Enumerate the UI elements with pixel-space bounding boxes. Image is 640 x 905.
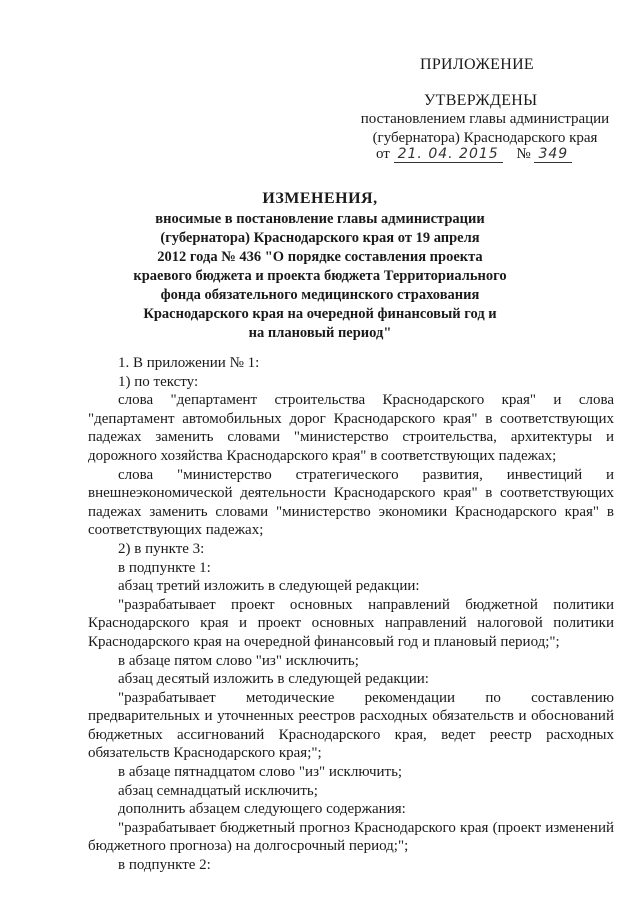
paragraph: дополнить абзацем следующего содержания: — [118, 801, 406, 818]
document-body — [88, 354, 614, 875]
paragraph: слова "департамент строительства Краснодарского края" и слова "департамент автомобильных дорог Краснодарского края" в соответствующих падежах заменить словами "министерство строительства, архитектуры и дорожного хозяйства Краснодарского края" в соответствующих падежах; — [88, 392, 614, 464]
paragraph: абзац семнадцатый исключить; — [118, 782, 318, 799]
paragraph: абзац десятый изложить в следующей редакции: — [118, 671, 429, 688]
document-subtitle — [110, 210, 530, 343]
subtitle-line: на плановый период" — [248, 325, 392, 341]
appendix-label: ПРИЛОЖЕНИЕ — [420, 56, 535, 73]
subtitle-line: 2012 года № 436 "О порядке составления проекта — [157, 249, 483, 265]
paragraph: "разрабатывает методические рекомендации по составлению предварительных и уточненных реестров расходных обязательств и обоснований бюджетных ассигнований Краснодарского края, ведет реестр расходных обязательств Краснодарского края;"; — [88, 689, 614, 762]
approved-by-line: постановлением главы администрации — [360, 111, 610, 127]
paragraph: 1) по тексту: — [118, 373, 199, 390]
paragraph: абзац третий изложить в следующей редакции: — [118, 578, 420, 595]
approved-label: УТВЕРЖДЕНЫ — [424, 92, 538, 109]
subtitle-line: краевого бюджета и проекта бюджета Территориального — [133, 268, 507, 284]
subtitle-line: Краснодарского края на очередной финансовый год и — [143, 306, 497, 322]
paragraph: в абзаце пятнадцатом слово "из" исключить; — [118, 764, 403, 781]
subtitle-line: вносимые в постановление главы администрации — [155, 211, 485, 227]
handwritten-date: 21. 04. 2015 — [394, 146, 503, 163]
number-prefix: № — [516, 146, 531, 162]
paragraph: 2) в пункте 3: — [118, 540, 205, 557]
subtitle-line: (губернатора) Краснодарского края от 19 апреля — [160, 230, 480, 246]
paragraph: 1. В приложении № 1: — [118, 355, 260, 371]
paragraph: слова "министерство стратегического развития, инвестиций и внешнеэкономической деятельности Краснодарского края" в соответствующих падежах заменить словами "министерство экономики Краснодарского края" в соответствующих падежах; — [88, 466, 614, 539]
approved-by-line: (губернатора) Краснодарского края — [372, 130, 598, 146]
paragraph: "разрабатывает бюджетный прогноз Краснодарского края (проект изменений бюджетного прогноза) на долгосрочный период;"; — [88, 819, 614, 855]
handwritten-number: 349 — [534, 146, 572, 163]
subtitle-line: фонда обязательного медицинского страхования — [160, 287, 480, 303]
paragraph: в подпункте 1: — [118, 559, 211, 576]
paragraph: "разрабатывает проект основных направлений бюджетной политики Краснодарского края и проект основных направлений налоговой политики Краснодарского края на очередной финансовый год и плановый период;"; — [88, 596, 614, 650]
decree-date-line — [376, 146, 572, 163]
paragraph: в подпункте 2: — [118, 857, 211, 874]
paragraph: в абзаце пятом слово "из" исключить; — [118, 652, 359, 669]
document-title: ИЗМЕНЕНИЯ, — [262, 190, 378, 207]
approved-by-block — [340, 110, 630, 148]
date-prefix: от — [376, 146, 390, 162]
